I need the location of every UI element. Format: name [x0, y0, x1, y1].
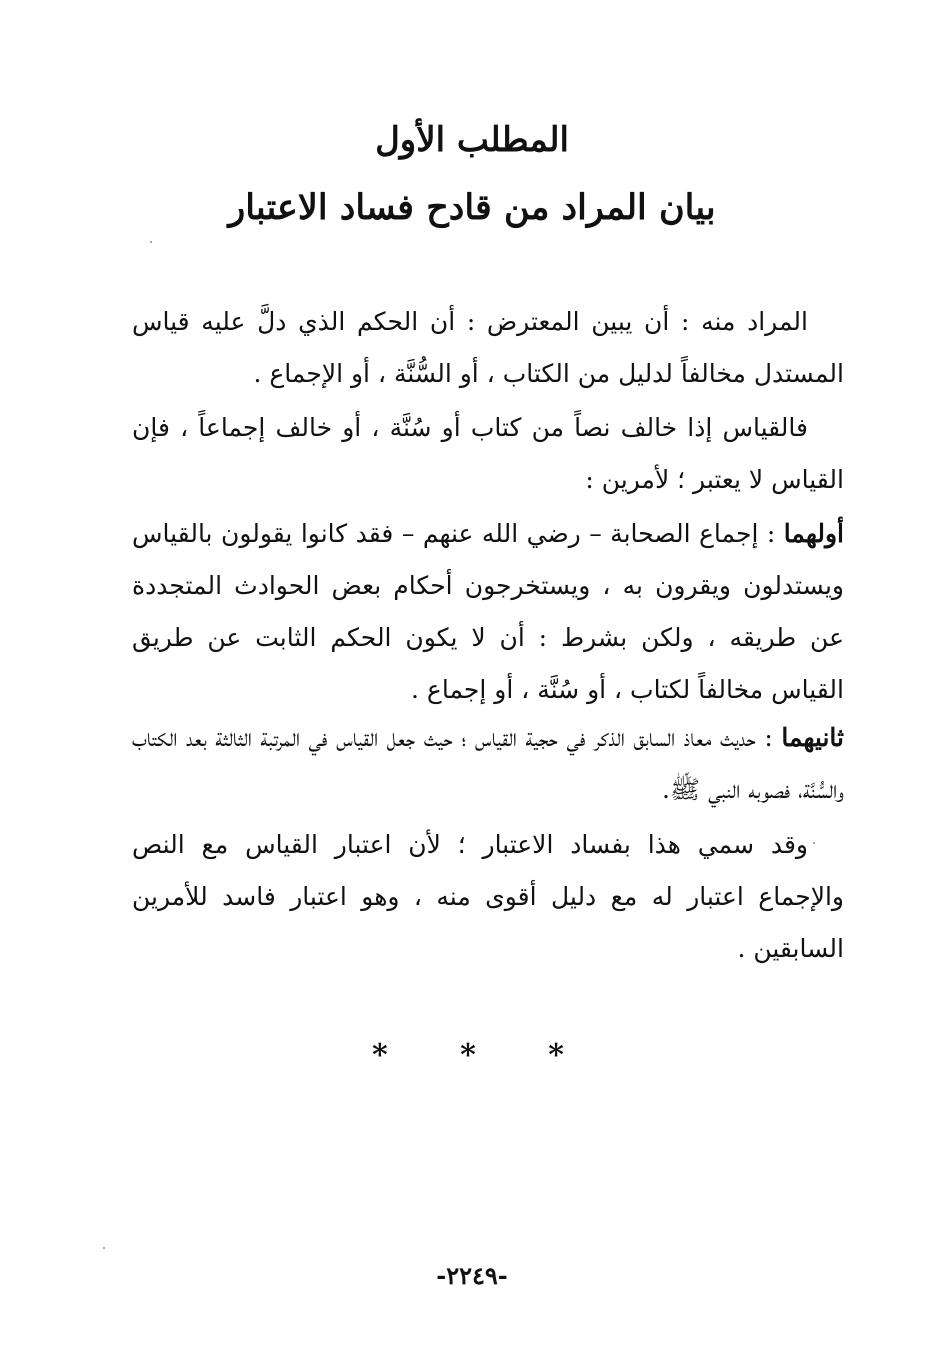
second-reason-text: : حديث معاذ السابق الذكر في حجية القياس ؛ حيث جعل القياس في المرتبة الثالثة بعد الكتاب والسُّنَّة، فصوبه النبي ﷺ.	[132, 723, 844, 804]
page-number: -٢٢٤٩-	[436, 1261, 508, 1290]
paragraph-rule: فالقياس إذا خالف نصاً من كتاب أو سُنَّة ، أو خالف إجماعاً ، فإن القياس لا يعتبر ؛ لأمرين :	[132, 413, 844, 494]
paragraph-naming: وقد سمي هذا بفساد الاعتبار ؛ لأن اعتبار القياس مع النص والإجماع اعتبار له مع دليل أقوى منه ، وهو اعتبار فاسد للأمرين السابقين .	[132, 830, 844, 963]
scan-speck	[150, 241, 152, 243]
paragraph-first-reason	[132, 508, 844, 716]
paragraph-second-reason	[132, 712, 844, 816]
paragraph-definition: المراد منه : أن يبين المعترض : أن الحكم الذي دلَّ عليه قياس المستدل مخالفاً لدليل من الكتاب ، أو السُّنَّة ، أو الإجماع .	[132, 307, 844, 388]
scan-speck	[103, 1247, 105, 1249]
section-subtitle: بيان المراد من قادح فساد الاعتبار	[228, 187, 716, 228]
first-reason-label: أولهما	[783, 519, 844, 548]
scan-speck	[813, 842, 815, 844]
first-reason-text: : إجماع الصحابة – رضي الله عنهم – فقد كانوا يقولون بالقياس ويستدلون ويقرون به ، ويستخرجون أحكام بعض الحوادث المتجددة عن طريقه ، ولكن بشرط : أن لا يكون الحكم الثابت عن طريق القياس مخالفاً لكتاب ، أو سُنَّة ، أو إجماع .	[132, 519, 844, 704]
section-title: المطلب الأول	[375, 120, 569, 160]
section-separator: * * *	[372, 1038, 572, 1073]
second-reason-label: ثانيهما	[781, 723, 844, 752]
